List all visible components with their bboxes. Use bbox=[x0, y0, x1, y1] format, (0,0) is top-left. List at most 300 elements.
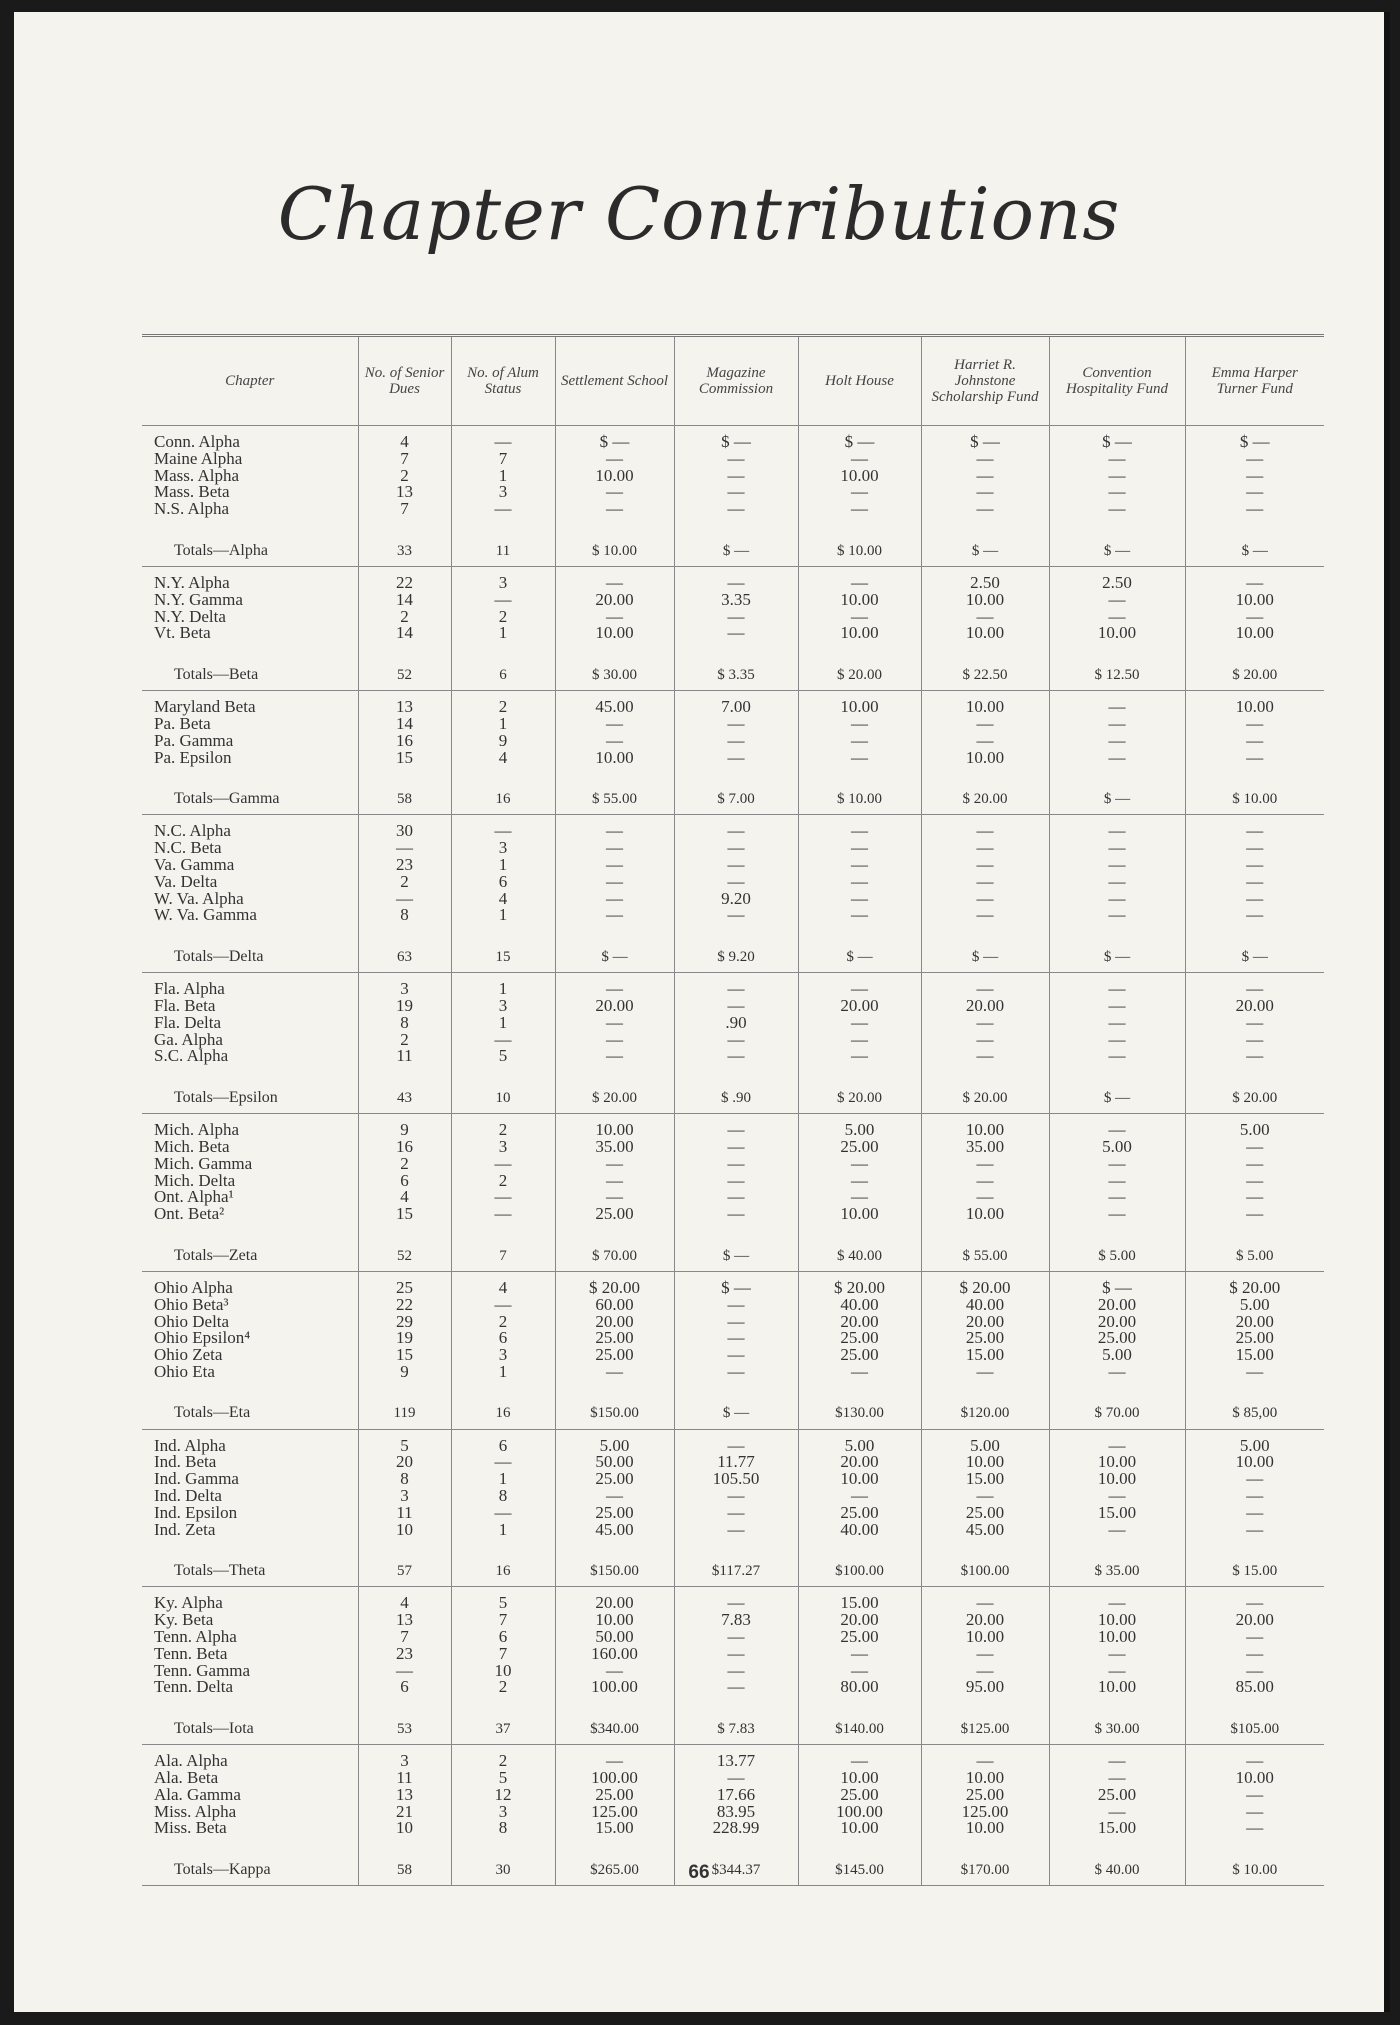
table-body bbox=[142, 426, 1324, 1886]
value-cell: — bbox=[1185, 1173, 1324, 1190]
value-cell: 6 bbox=[451, 1429, 555, 1454]
value-cell: — bbox=[451, 1297, 555, 1314]
value-cell: 2 bbox=[451, 1114, 555, 1139]
value-cell: 58 bbox=[358, 1855, 451, 1886]
value-cell: $ 85,00 bbox=[1185, 1399, 1324, 1430]
value-cell: — bbox=[1049, 1156, 1185, 1173]
value-cell: — bbox=[921, 1646, 1049, 1663]
value-cell: 5.00 bbox=[1049, 1139, 1185, 1156]
value-cell: — bbox=[1185, 451, 1324, 468]
value-cell: — bbox=[555, 733, 674, 750]
value-cell: — bbox=[674, 1663, 798, 1680]
value-cell: 40.00 bbox=[921, 1297, 1049, 1314]
row-spacer bbox=[142, 766, 1324, 784]
totals-row bbox=[142, 1083, 1324, 1114]
value-cell: 5.00 bbox=[1185, 1297, 1324, 1314]
value-cell: 15 bbox=[358, 750, 451, 767]
value-cell: — bbox=[1185, 1364, 1324, 1381]
value-cell: $ — bbox=[1049, 942, 1185, 973]
value-cell: — bbox=[798, 815, 921, 840]
value-cell: — bbox=[921, 891, 1049, 908]
value-cell: 52 bbox=[358, 660, 451, 691]
value-cell: 2 bbox=[358, 874, 451, 891]
value-cell: 5.00 bbox=[555, 1429, 674, 1454]
value-cell: — bbox=[798, 891, 921, 908]
value-cell: 119 bbox=[358, 1399, 451, 1430]
value-cell: — bbox=[555, 973, 674, 998]
value-cell: 50.00 bbox=[555, 1454, 674, 1471]
table-row bbox=[142, 1271, 1324, 1296]
value-cell: 83.95 bbox=[674, 1804, 798, 1821]
value-cell: — bbox=[674, 1347, 798, 1364]
table-row bbox=[142, 1745, 1324, 1770]
value-cell: — bbox=[674, 716, 798, 733]
value-cell: $130.00 bbox=[798, 1399, 921, 1430]
value-cell: 125.00 bbox=[555, 1804, 674, 1821]
row-spacer bbox=[142, 1223, 1324, 1241]
column-header: Holt House bbox=[798, 336, 921, 426]
value-cell: — bbox=[674, 1522, 798, 1539]
value-cell: 20 bbox=[358, 1454, 451, 1471]
value-cell: 10.00 bbox=[555, 625, 674, 642]
value-cell: 5.00 bbox=[798, 1114, 921, 1139]
value-cell: — bbox=[798, 973, 921, 998]
value-cell: — bbox=[1049, 691, 1185, 716]
value-cell: — bbox=[555, 1048, 674, 1065]
value-cell: 125.00 bbox=[921, 1804, 1049, 1821]
value-cell: 10.00 bbox=[798, 625, 921, 642]
value-cell: 45.00 bbox=[555, 691, 674, 716]
value-cell: — bbox=[674, 484, 798, 501]
table-row bbox=[142, 1156, 1324, 1173]
value-cell: — bbox=[555, 501, 674, 518]
value-cell: — bbox=[674, 815, 798, 840]
chapter-cell: W. Va. Gamma bbox=[154, 905, 257, 925]
value-cell: — bbox=[798, 451, 921, 468]
value-cell: 40.00 bbox=[798, 1522, 921, 1539]
value-cell: $ 20.00 bbox=[921, 1083, 1049, 1114]
value-cell: 45.00 bbox=[555, 1522, 674, 1539]
value-cell: 17.66 bbox=[674, 1787, 798, 1804]
table-row bbox=[142, 1114, 1324, 1139]
value-cell: — bbox=[1049, 815, 1185, 840]
value-cell: — bbox=[798, 566, 921, 591]
value-cell: 3 bbox=[451, 1139, 555, 1156]
value-cell: — bbox=[674, 1297, 798, 1314]
value-cell: 1 bbox=[451, 625, 555, 642]
value-cell: — bbox=[1185, 1139, 1324, 1156]
value-cell: 10 bbox=[358, 1820, 451, 1837]
value-cell: — bbox=[1185, 484, 1324, 501]
value-cell: — bbox=[798, 840, 921, 857]
value-cell: 22 bbox=[358, 566, 451, 591]
value-cell: — bbox=[1049, 501, 1185, 518]
value-cell: — bbox=[555, 484, 674, 501]
value-cell: 13.77 bbox=[674, 1745, 798, 1770]
value-cell: 9.20 bbox=[674, 891, 798, 908]
value-cell: 1 bbox=[451, 907, 555, 924]
value-cell: 25.00 bbox=[798, 1347, 921, 1364]
chapter-cell: Totals—Kappa bbox=[142, 1855, 358, 1886]
value-cell: 20.00 bbox=[921, 1314, 1049, 1331]
value-cell: — bbox=[1185, 1471, 1324, 1488]
value-cell: — bbox=[1049, 1206, 1185, 1223]
value-cell: — bbox=[1049, 1429, 1185, 1454]
value-cell: — bbox=[1185, 609, 1324, 626]
chapter-cell: Ind. Beta bbox=[154, 1452, 217, 1472]
value-cell: — bbox=[1049, 592, 1185, 609]
column-header: Convention Hospitality Fund bbox=[1049, 336, 1185, 426]
chapter-cell: N.S. Alpha bbox=[154, 499, 230, 519]
value-cell: 20.00 bbox=[921, 998, 1049, 1015]
value-cell: $ 70.00 bbox=[555, 1241, 674, 1272]
value-cell: — bbox=[674, 468, 798, 485]
value-cell: 105.50 bbox=[674, 1471, 798, 1488]
value-cell: — bbox=[1185, 1820, 1324, 1837]
value-cell: $ — bbox=[1049, 536, 1185, 567]
value-cell: 16 bbox=[451, 784, 555, 815]
value-cell: 4 bbox=[358, 1189, 451, 1206]
value-cell: 7.00 bbox=[674, 691, 798, 716]
value-cell: — bbox=[674, 1629, 798, 1646]
value-cell: $ .90 bbox=[674, 1083, 798, 1114]
value-cell: — bbox=[1185, 907, 1324, 924]
value-cell: 6 bbox=[451, 1330, 555, 1347]
chapter-cell: Conn. Alpha bbox=[142, 426, 358, 451]
value-cell: 30 bbox=[358, 815, 451, 840]
value-cell: — bbox=[921, 1745, 1049, 1770]
value-cell: — bbox=[798, 1646, 921, 1663]
value-cell: 1 bbox=[451, 1364, 555, 1381]
contributions-table bbox=[142, 334, 1324, 1886]
value-cell: 25.00 bbox=[798, 1505, 921, 1522]
value-cell: 8 bbox=[451, 1820, 555, 1837]
value-cell: — bbox=[1185, 1156, 1324, 1173]
value-cell: 7 bbox=[358, 501, 451, 518]
value-cell: $ — bbox=[674, 1399, 798, 1430]
value-cell: 13 bbox=[358, 691, 451, 716]
value-cell: — bbox=[555, 451, 674, 468]
chapter-cell: Ind. Epsilon bbox=[154, 1502, 238, 1522]
value-cell: — bbox=[1185, 1032, 1324, 1049]
value-cell: 20.00 bbox=[798, 1314, 921, 1331]
totals-row bbox=[142, 784, 1324, 815]
chapter-cell: Totals—Alpha bbox=[174, 541, 268, 559]
value-cell: 52 bbox=[358, 1241, 451, 1272]
value-cell: 3 bbox=[358, 1745, 451, 1770]
chapter-cell: Ga. Alpha bbox=[154, 1029, 223, 1049]
value-cell: — bbox=[921, 1015, 1049, 1032]
value-cell: $ 3.35 bbox=[674, 660, 798, 691]
value-cell: — bbox=[451, 501, 555, 518]
column-header: No. of Alum Status bbox=[451, 336, 555, 426]
totals-row bbox=[142, 1399, 1324, 1430]
value-cell: — bbox=[674, 1206, 798, 1223]
value-cell: $ 10.00 bbox=[555, 536, 674, 567]
value-cell: 6 bbox=[451, 660, 555, 691]
value-cell: — bbox=[674, 1330, 798, 1347]
value-cell: — bbox=[798, 1663, 921, 1680]
value-cell: $ — bbox=[555, 426, 674, 451]
value-cell: — bbox=[451, 592, 555, 609]
value-cell: 8 bbox=[451, 1488, 555, 1505]
value-cell: — bbox=[451, 815, 555, 840]
value-cell: — bbox=[921, 1173, 1049, 1190]
value-cell: 3 bbox=[451, 484, 555, 501]
value-cell: — bbox=[1049, 1173, 1185, 1190]
value-cell: — bbox=[798, 716, 921, 733]
value-cell: — bbox=[1185, 566, 1324, 591]
value-cell: $ 20.00 bbox=[921, 784, 1049, 815]
value-cell: — bbox=[921, 484, 1049, 501]
value-cell: 15.00 bbox=[798, 1587, 921, 1612]
value-cell: 5.00 bbox=[921, 1429, 1049, 1454]
value-cell: 20.00 bbox=[555, 998, 674, 1015]
value-cell: — bbox=[1049, 907, 1185, 924]
value-cell: 10.00 bbox=[921, 592, 1049, 609]
value-cell: 19 bbox=[358, 998, 451, 1015]
value-cell: $ — bbox=[1185, 536, 1324, 567]
chapter-cell: W. Va. Alpha bbox=[154, 888, 244, 908]
value-cell: 100.00 bbox=[555, 1770, 674, 1787]
value-cell: 10.00 bbox=[798, 1770, 921, 1787]
value-cell: — bbox=[1049, 1488, 1185, 1505]
chapter-cell: Miss. Alpha bbox=[154, 1801, 237, 1821]
value-cell: — bbox=[1049, 716, 1185, 733]
value-cell: $ 20.00 bbox=[555, 1083, 674, 1114]
table-row bbox=[142, 426, 1324, 451]
value-cell: — bbox=[1049, 609, 1185, 626]
value-cell: 5.00 bbox=[1185, 1429, 1324, 1454]
value-cell: — bbox=[1049, 1364, 1185, 1381]
value-cell: $ 12.50 bbox=[1049, 660, 1185, 691]
value-cell: — bbox=[1185, 750, 1324, 767]
value-cell: 50.00 bbox=[555, 1629, 674, 1646]
value-cell: 11 bbox=[358, 1770, 451, 1787]
value-cell: 16 bbox=[358, 733, 451, 750]
chapter-cell: Pa. Beta bbox=[154, 713, 211, 733]
value-cell: 58 bbox=[358, 784, 451, 815]
value-cell: 8 bbox=[358, 1471, 451, 1488]
value-cell: 6 bbox=[451, 1629, 555, 1646]
value-cell: $ 20.00 bbox=[921, 1271, 1049, 1296]
value-cell: 2 bbox=[358, 1156, 451, 1173]
value-cell: 15.00 bbox=[1049, 1820, 1185, 1837]
value-cell: $ 20.00 bbox=[798, 660, 921, 691]
value-cell: 10.00 bbox=[921, 1206, 1049, 1223]
value-cell: $117.27 bbox=[674, 1556, 798, 1587]
value-cell: 20.00 bbox=[798, 1612, 921, 1629]
value-cell: 5 bbox=[451, 1587, 555, 1612]
value-cell: 13 bbox=[358, 1612, 451, 1629]
value-cell: — bbox=[674, 1364, 798, 1381]
value-cell: — bbox=[1049, 1189, 1185, 1206]
chapter-cell: Fla. Delta bbox=[154, 1012, 222, 1032]
value-cell: $ 10.00 bbox=[798, 536, 921, 567]
chapter-cell: Pa. Gamma bbox=[154, 730, 234, 750]
chapter-cell: Totals—Zeta bbox=[174, 1246, 258, 1264]
chapter-cell: Totals—Delta bbox=[174, 947, 264, 965]
value-cell: — bbox=[555, 815, 674, 840]
value-cell: 20.00 bbox=[555, 1314, 674, 1331]
value-cell: — bbox=[921, 1048, 1049, 1065]
value-cell: $ — bbox=[1049, 784, 1185, 815]
value-cell: 20.00 bbox=[1049, 1314, 1185, 1331]
value-cell: $100.00 bbox=[921, 1556, 1049, 1587]
value-cell: 10.00 bbox=[555, 1114, 674, 1139]
column-header: No. of Senior Dues bbox=[358, 336, 451, 426]
value-cell: 20.00 bbox=[798, 998, 921, 1015]
value-cell: 11 bbox=[358, 1505, 451, 1522]
value-cell: 10 bbox=[451, 1663, 555, 1680]
value-cell: — bbox=[451, 426, 555, 451]
chapter-cell: Tenn. Alpha bbox=[154, 1627, 237, 1647]
table-row bbox=[142, 566, 1324, 591]
value-cell: — bbox=[555, 1488, 674, 1505]
value-cell: — bbox=[1185, 857, 1324, 874]
value-cell: 5.00 bbox=[798, 1429, 921, 1454]
value-cell: 12 bbox=[451, 1787, 555, 1804]
value-cell: — bbox=[1185, 501, 1324, 518]
value-cell: — bbox=[674, 1488, 798, 1505]
value-cell: — bbox=[674, 998, 798, 1015]
value-cell: — bbox=[674, 874, 798, 891]
value-cell: 10.00 bbox=[798, 1820, 921, 1837]
value-cell: — bbox=[1049, 1522, 1185, 1539]
value-cell: 10.00 bbox=[921, 691, 1049, 716]
value-cell: $ 7.83 bbox=[674, 1714, 798, 1745]
value-cell: 20.00 bbox=[1185, 1612, 1324, 1629]
value-cell: — bbox=[1185, 1787, 1324, 1804]
value-cell: $170.00 bbox=[921, 1855, 1049, 1886]
value-cell: — bbox=[798, 1156, 921, 1173]
value-cell: 10.00 bbox=[921, 1770, 1049, 1787]
value-cell: — bbox=[921, 1488, 1049, 1505]
value-cell: — bbox=[674, 1139, 798, 1156]
value-cell: 14 bbox=[358, 716, 451, 733]
totals-row bbox=[142, 942, 1324, 973]
value-cell: 15 bbox=[451, 942, 555, 973]
value-cell: 10.00 bbox=[1185, 691, 1324, 716]
value-cell: $ — bbox=[1049, 426, 1185, 451]
value-cell: 10.00 bbox=[1049, 1471, 1185, 1488]
value-cell: — bbox=[674, 1048, 798, 1065]
value-cell: 10 bbox=[358, 1522, 451, 1539]
value-cell: — bbox=[921, 973, 1049, 998]
value-cell: $ 55.00 bbox=[555, 784, 674, 815]
value-cell: 13 bbox=[358, 1787, 451, 1804]
chapter-cell: Fla. Alpha bbox=[142, 973, 358, 998]
value-cell: 15 bbox=[358, 1206, 451, 1223]
value-cell: 20.00 bbox=[555, 1587, 674, 1612]
table-row bbox=[142, 1015, 1324, 1032]
value-cell: — bbox=[1185, 1745, 1324, 1770]
value-cell: 10.00 bbox=[921, 1454, 1049, 1471]
value-cell: 1 bbox=[451, 973, 555, 998]
chapter-cell: Ind. Alpha bbox=[142, 1429, 358, 1454]
value-cell: 2 bbox=[358, 609, 451, 626]
value-cell: $105.00 bbox=[1185, 1714, 1324, 1745]
value-cell: — bbox=[798, 1173, 921, 1190]
row-spacer bbox=[142, 1381, 1324, 1399]
value-cell: — bbox=[1185, 1015, 1324, 1032]
value-cell: 10.00 bbox=[1185, 1770, 1324, 1787]
value-cell: $ 20.00 bbox=[1185, 1271, 1324, 1296]
value-cell: $ 22.50 bbox=[921, 660, 1049, 691]
chapter-cell: Tenn. Gamma bbox=[154, 1660, 251, 1680]
value-cell: — bbox=[798, 1048, 921, 1065]
value-cell: $ 30.00 bbox=[1049, 1714, 1185, 1745]
value-cell: — bbox=[921, 907, 1049, 924]
value-cell: 33 bbox=[358, 536, 451, 567]
value-cell: 29 bbox=[358, 1314, 451, 1331]
value-cell: — bbox=[798, 609, 921, 626]
chapter-cell: Maryland Beta bbox=[142, 691, 358, 716]
value-cell: — bbox=[1049, 1015, 1185, 1032]
value-cell: 3 bbox=[451, 998, 555, 1015]
table-row bbox=[142, 1297, 1324, 1314]
value-cell: 9 bbox=[358, 1114, 451, 1139]
value-cell: 57 bbox=[358, 1556, 451, 1587]
value-cell: $ 55.00 bbox=[921, 1241, 1049, 1272]
value-cell: — bbox=[1185, 1488, 1324, 1505]
value-cell: — bbox=[1185, 840, 1324, 857]
value-cell: — bbox=[921, 609, 1049, 626]
chapter-cell: N.C. Alpha bbox=[142, 815, 358, 840]
value-cell: — bbox=[555, 1189, 674, 1206]
value-cell: $ 20.00 bbox=[798, 1083, 921, 1114]
value-cell: 7 bbox=[451, 1612, 555, 1629]
value-cell: $ 10.00 bbox=[1185, 784, 1324, 815]
totals-row bbox=[142, 1714, 1324, 1745]
value-cell: 3 bbox=[451, 840, 555, 857]
chapter-cell: Tenn. Beta bbox=[154, 1643, 228, 1663]
value-cell: 10.00 bbox=[555, 750, 674, 767]
value-cell: $ — bbox=[921, 536, 1049, 567]
chapter-cell: Fla. Beta bbox=[154, 995, 216, 1015]
value-cell: 25.00 bbox=[798, 1330, 921, 1347]
chapter-cell: Pa. Epsilon bbox=[154, 747, 232, 767]
chapter-cell: Ohio Zeta bbox=[154, 1345, 223, 1365]
table-row bbox=[142, 1679, 1324, 1696]
value-cell: 3 bbox=[358, 1488, 451, 1505]
value-cell: — bbox=[674, 1429, 798, 1454]
value-cell: 6 bbox=[358, 1173, 451, 1190]
totals-row bbox=[142, 1556, 1324, 1587]
value-cell: — bbox=[555, 1663, 674, 1680]
value-cell: — bbox=[798, 1015, 921, 1032]
value-cell: — bbox=[674, 1679, 798, 1696]
value-cell: 40.00 bbox=[798, 1297, 921, 1314]
value-cell: — bbox=[1185, 468, 1324, 485]
value-cell: 10.00 bbox=[798, 468, 921, 485]
value-cell: 7.83 bbox=[674, 1612, 798, 1629]
value-cell: 10.00 bbox=[1185, 592, 1324, 609]
header-row bbox=[142, 336, 1324, 426]
chapter-cell: Mich. Alpha bbox=[142, 1114, 358, 1139]
value-cell: 63 bbox=[358, 942, 451, 973]
value-cell: 23 bbox=[358, 1646, 451, 1663]
value-cell: — bbox=[451, 1505, 555, 1522]
row-spacer bbox=[142, 642, 1324, 660]
chapter-cell: Ont. Beta² bbox=[154, 1204, 225, 1224]
value-cell: 7 bbox=[358, 1629, 451, 1646]
value-cell: 20.00 bbox=[1185, 1314, 1324, 1331]
value-cell: 10.00 bbox=[921, 1114, 1049, 1139]
value-cell: 2 bbox=[358, 1032, 451, 1049]
chapter-cell: Mich. Delta bbox=[154, 1170, 236, 1190]
value-cell: — bbox=[1049, 1770, 1185, 1787]
